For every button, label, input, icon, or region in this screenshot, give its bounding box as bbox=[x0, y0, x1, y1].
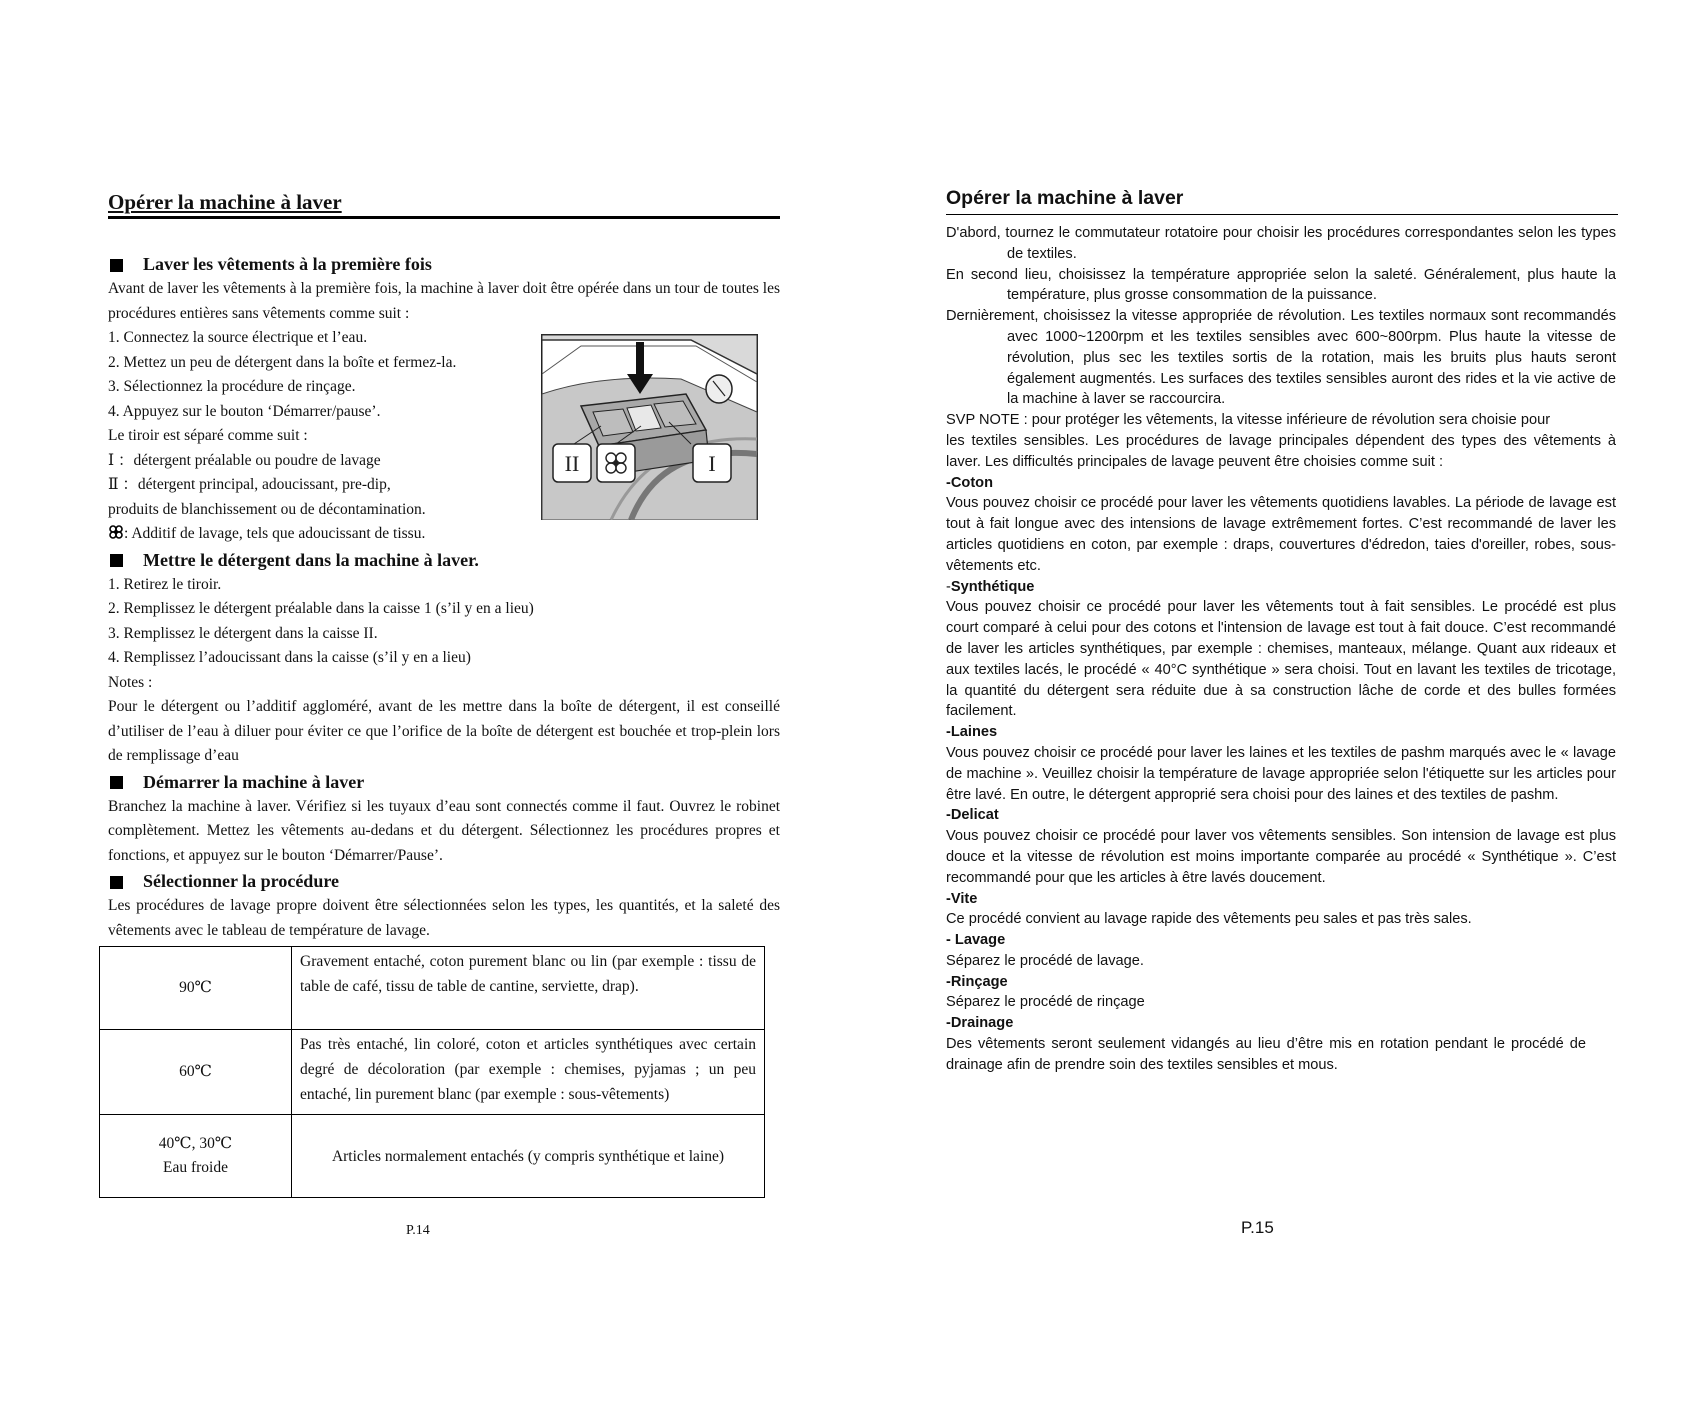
drawer-compartment-i: Ⅰ ：détergent préalable ou poudre de lavage bbox=[108, 451, 381, 469]
first-wash-intro: Avant de laver les vêtements à la première fois, la machine à laver doit être opérée dans un tour de toutes les procédures entières sans vêtements comme suit : bbox=[108, 280, 780, 322]
temp-value: 40℃, 30℃ bbox=[158, 1134, 233, 1152]
notes-label: Notes : bbox=[108, 673, 153, 691]
program-title-vite: -Vite bbox=[946, 890, 978, 907]
label-i: I bbox=[708, 451, 716, 476]
detergent-drawer-figure bbox=[541, 334, 758, 520]
intro-temperature: En second lieu, choisissez la température appropriée selon la saleté. Généralement, plus haute la température, plus grosse consommation de la puissance. bbox=[946, 266, 1616, 304]
section-heading-start bbox=[108, 769, 780, 795]
step-item: 2. Mettez un peu de détergent dans la boîte et fermez-la. bbox=[108, 353, 457, 371]
program-title-delicat: -Delicat bbox=[946, 807, 999, 824]
program-text-drainage: Des vêtements seront seulement vidangés au lieu d’être mis en rotation pendant le procédé de drainage afin de prendre soin des textiles sensibles et mous. bbox=[946, 1036, 1586, 1073]
bullet-square-icon bbox=[110, 876, 123, 889]
section-title: Sélectionner la procédure bbox=[143, 871, 339, 891]
desc-cell: Gravement entaché, coton purement blanc ou lin (par exemple : tissu de table de café, tissu de table de cantine, serviette, drap). bbox=[292, 947, 765, 1030]
bullet-square-icon bbox=[110, 554, 123, 567]
page-number-left: P.14 bbox=[406, 1223, 430, 1238]
program-title-laines: -Laines bbox=[946, 724, 998, 741]
program-text-laines: Vous pouvez choisir ce procédé pour laver les laines et les textiles de pashm marqués avec le « lavage de machine ». Veuillez choisir la température de lavage appropriée selon l'étiquette sur les articles pour être lavé. En outre, le détergent approprié sera choisi pour des laines et des textiles de pashm. bbox=[946, 744, 1616, 803]
temp-cell bbox=[100, 1115, 292, 1198]
intro-rotary: D'abord, tournez le commutateur rotatoire pour choisir les procédures correspondantes selon les types de textiles. bbox=[946, 225, 1616, 262]
notes-text: Pour le détergent ou l’additif aggloméré, avant de les mettre dans la boîte de détergent, il est conseillé d’utiliser de l’eau à diluer pour éviter ce que l’orifice de la boîte de détergent est bouchée et trop-plein lors de remplissage d’eau bbox=[108, 698, 780, 764]
title-rule bbox=[946, 214, 1618, 215]
start-text: Branchez la machine à laver. Vérifiez si les tuyaux d’eau sont connectés comme il faut. Ouvrez le robinet complètement. Mettez les vêtements au-dedans et du détergent. Sélectionnez les procédures propres et fonctions, et appuyez sur le bouton ‘Démarrer/Pause’. bbox=[108, 797, 780, 864]
step-item: 4. Appuyez sur le bouton ‘Démarrer/pause’. bbox=[108, 402, 381, 420]
program-text-coton: Vous pouvez choisir ce procédé pour laver les vêtements quotidiens lavables. La période de lavage est tout à fait longue avec des intensions de lavage extrêmement fortes. C’est recommandé de laver les articles quotidiens en coton, par exemple : draps, couvertures d'édredon, taies d'oreiller, robes, sous-vêtements etc. bbox=[946, 495, 1616, 574]
desc-cell: Pas très entaché, lin coloré, coton et articles synthétiques avec certain degré de décoloration (par exemple : chemises, pyjamas ; un peu entaché, lin purement blanc (par exemple : sous-vêtements) bbox=[292, 1030, 765, 1115]
section-title: Démarrer la machine à laver bbox=[143, 771, 365, 792]
step-item: 3. Sélectionnez la procédure de rinçage. bbox=[108, 378, 356, 395]
intro-speed: Dernièrement, choisissez la vitesse appropriée de révolution. Les textiles normaux sont recommandés avec 1000~1200rpm et les textiles sensibles avec 600~800rpm. Plus haute la vitesse de révolution, plus sec les textiles sortis de la rotation, mais les bruits plus hauts seront également augmentés. Les surfaces des textiles sensibles auront des rides et la vie active de la machine à laver se raccourcira. bbox=[946, 308, 1616, 408]
section-title: Laver les vêtements à la première fois bbox=[143, 254, 432, 274]
program-title-lavage: - Lavage bbox=[946, 932, 1006, 949]
program-text-synthetique: Vous pouvez choisir ce procédé pour laver les vêtements tout à fait sensibles. Le procédé est plus court comparé à celui pour des cotons et l'intension de lavage est tout à fait douce. C’est recommandé de laver les articles synthétiques, par exemple : chemises, manteaux, mélange. Quant aux rideaux et aux textiles lacés, le procédé « 40°C synthétique » sera choisi. Tout en lavant les textiles de tricotage, la quantité du détergent sera réduite due à sa construction lâche de corde et des bulles formées facilement. bbox=[946, 599, 1616, 720]
temp-value-2: Eau froide bbox=[163, 1159, 228, 1176]
drawer-additive bbox=[108, 522, 780, 547]
additive-text: : Additif de lavage, tels que adoucissant de tissu. bbox=[124, 525, 426, 542]
bullet-square-icon bbox=[110, 259, 123, 272]
right-page bbox=[946, 188, 1616, 1076]
table-row bbox=[100, 1115, 765, 1198]
program-text-lavage: Séparez le procédé de lavage. bbox=[946, 952, 1144, 969]
section-heading-select bbox=[108, 868, 780, 894]
program-title-drainage: -Drainage bbox=[946, 1015, 1014, 1032]
temp-cell: 60℃ bbox=[100, 1030, 292, 1115]
bullet-square-icon bbox=[110, 776, 123, 789]
step-item: 1. Retirez le tiroir. bbox=[108, 575, 222, 593]
flower-icon bbox=[108, 525, 124, 539]
section-heading-first-wash bbox=[108, 251, 780, 277]
drawer-compartment-ii: Ⅱ ：détergent principal, adoucissant, pre-dip, bbox=[108, 476, 391, 493]
drawer-intro: Le tiroir est séparé comme suit : bbox=[108, 427, 308, 444]
temperature-table bbox=[99, 946, 765, 1198]
right-page-title: Opérer la machine à laver bbox=[946, 187, 1184, 209]
program-title-coton: -Coton bbox=[946, 474, 994, 491]
drawer-compartment-ii-cont: produits de blanchissement ou de décontamination. bbox=[108, 500, 426, 518]
title-text: Synthétique bbox=[950, 578, 1035, 595]
program-title-synthetique bbox=[946, 577, 1616, 598]
dash: - bbox=[946, 578, 951, 595]
step-item: 3. Remplissez le détergent dans la caisse II. bbox=[108, 624, 378, 642]
step-item: 4. Remplissez l’adoucissant dans la caisse (s’il y en a lieu) bbox=[108, 649, 471, 666]
note-text: SVP NOTE : pour protéger les vêtements, la vitesse inférieure de révolution sera choisie pour bbox=[946, 412, 1551, 429]
program-title-rincage: -Rinçage bbox=[946, 973, 1008, 990]
section-title: Mettre le détergent dans la machine à laver. bbox=[143, 549, 479, 570]
left-page-title: Opérer la machine à laver bbox=[108, 190, 342, 214]
step-item: 2. Remplissez le détergent préalable dans la caisse 1 (s’il y en a lieu) bbox=[108, 600, 534, 617]
desc-cell: Articles normalement entachés (y compris synthétique et laine) bbox=[292, 1115, 765, 1198]
drawer-illustration bbox=[541, 334, 758, 520]
table-row bbox=[100, 1030, 765, 1115]
temp-cell: 90℃ bbox=[100, 947, 292, 1030]
select-text: Les procédures de lavage propre doivent être sélectionnées selon les types, les quantités, et la saleté des vêtements avec le tableau de température de lavage. bbox=[108, 897, 780, 939]
table-row bbox=[100, 947, 765, 1030]
section-heading-detergent bbox=[108, 547, 780, 573]
label-ii: II bbox=[564, 451, 580, 476]
left-page bbox=[108, 190, 780, 1198]
note-continuation: les textiles sensibles. Les procédures de lavage principales dépendent des types des vêtements à laver. Les difficultés principales de lavage peuvent être choisies comme suit : bbox=[946, 432, 1616, 470]
program-text-vite: Ce procédé convient au lavage rapide des vêtements peu sales et pas très sales. bbox=[946, 911, 1472, 928]
step-item: 1. Connectez la source électrique et l’eau. bbox=[108, 329, 368, 346]
program-text-rincage: Séparez le procédé de rinçage bbox=[946, 994, 1145, 1011]
page-number-right: P.15 bbox=[1241, 1218, 1274, 1237]
program-text-delicat: Vous pouvez choisir ce procédé pour laver vos vêtements sensibles. Son intension de lavage est plus douce et la vitesse de révolution est moins importante comparée au procédé « Synthétique ». C’est recommandé pour que les articles à être lavés doucement. bbox=[946, 828, 1616, 886]
